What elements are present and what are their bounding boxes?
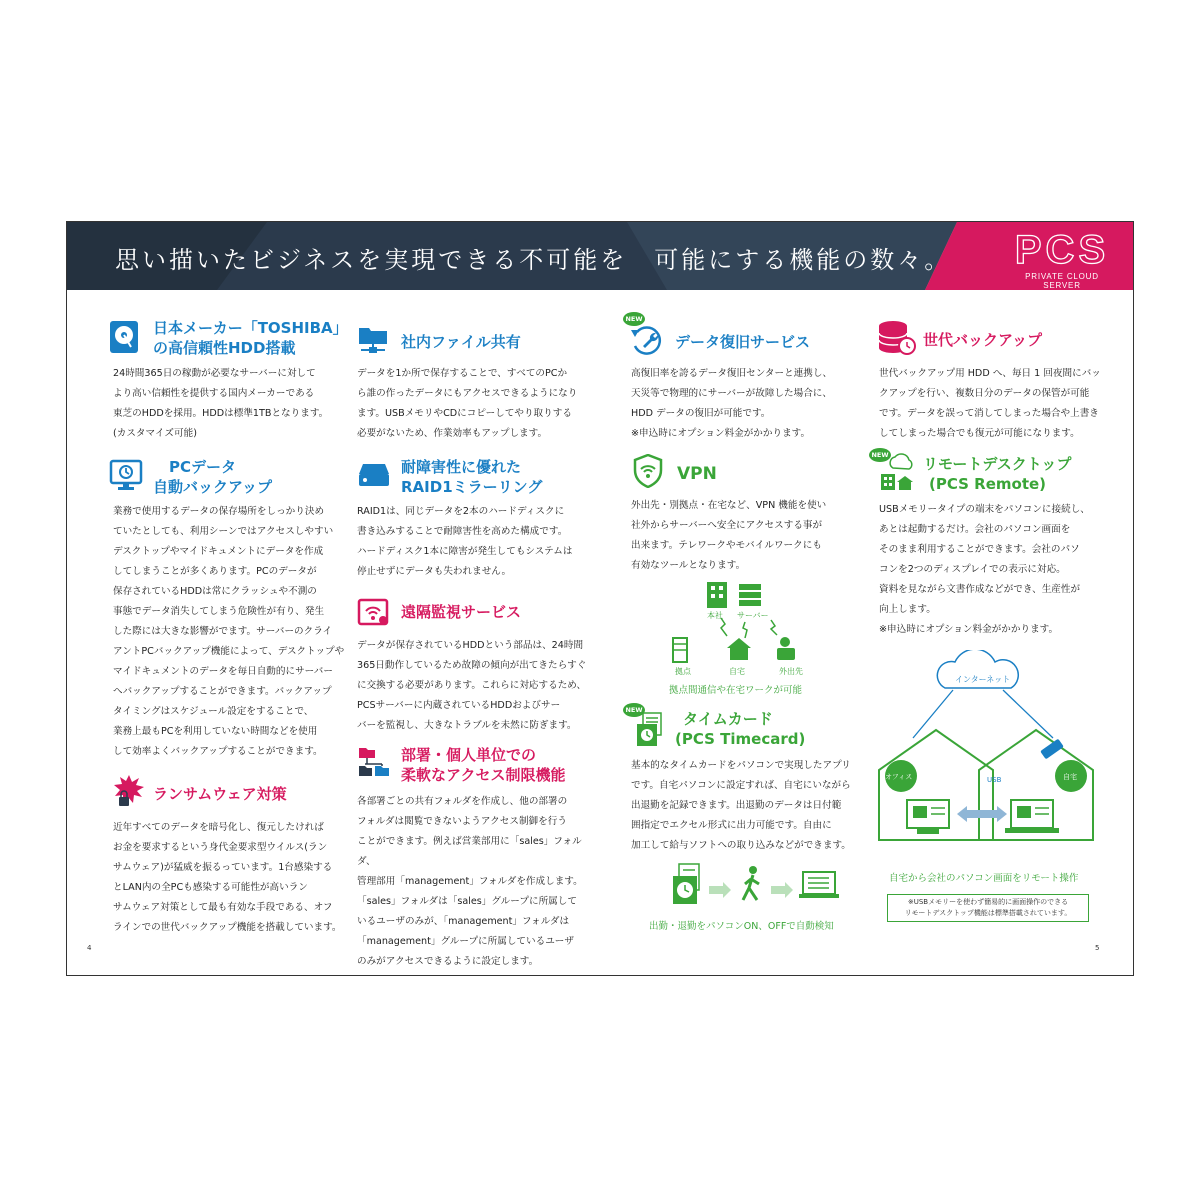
wrench-restore-icon	[629, 324, 663, 358]
monitoring-title: 遠隔監視サービス	[401, 603, 522, 621]
monitoring-body: データが保存されているHDDという部品は、24時間 365日動作しているため故障の傾向が出てきたらすぐ に交換する必要があります。これらに対応するため、 PCSサーバーに内蔵されているHDDおよびサー バーを監視し、大きなトラブルを未然に防ぎます。	[357, 640, 587, 731]
ransomware-body: 近年すべてのデータを暗号化し、復元したければ お金を要求するという身代金要求型ウイルス(ラン サムウェア)が猛威を振るっています。1台感染する とLAN内の全PCも感染する可能性が高いラン サムウェア対策として最も有効な手段である、オフ ラインでの世代バックアップ機能を搭載しています。	[113, 822, 342, 933]
toshiba-body: 24時間365日の稼動が必要なサーバーに対して より高い信頼性を提供する国内メーカーである 東芝のHDDを採用。HDDは標準1TBとなります。 (カスタマイズ可能)	[113, 368, 329, 439]
brochure-spread	[66, 221, 1134, 976]
access-control-title-line1: 部署・個人単位での	[401, 746, 537, 764]
remote-title-line1: リモートデスクトップ	[923, 455, 1072, 473]
raid-title-line1: 耐障害性に優れた	[401, 458, 522, 476]
raid-body: RAID1は、同じデータを2本のハードディスクに 書き込みすることで耐障害性を高めた構成です。 ハードディスク1本に障害が発生してもシステムは 停止せずにデータも失われません。	[357, 506, 573, 577]
remote-note: ※USBメモリーを使わず簡易的に画面操作のできる リモートデスクトップ機能は標準搭載されています。	[887, 894, 1089, 922]
timecard-caption: 出勤・退勤をパソコンON、OFFで自動検知	[649, 921, 834, 932]
pc-backup-body: 業務で使用するデータの保存場所をしっかり決め ていたとしても、利用シーンではアクセスしやすい デスクトップやマイドキュメントにデータを作成 してしまうことが多くあります。PCのデータが 保存されているHDDは常にクラッシュや不測の 事態でデータ消失してしまう危険性が有り、発生 した際には大きな影響がでます。サーバーのクライ アントPCバックアップ機能によって、デスクトップや マイドキュメントのデータを毎日自動的にサーバー へバックアップすることができます。バックアップ タイミングはスケジュール設定をすることで、 業務上最もPCを利用していない時間などを使用 して効率よくバックアップすることができます。	[113, 506, 345, 757]
vpn-title: VPN	[677, 464, 717, 484]
access-control-body: 各部署ごとの共有フォルダを作成し、他の部署の フォルダは閲覧できないようアクセス制御を行う ことができます。例えば営業部用に「sales」フォルダ、 管理部用「management」フォルダを作成します。 「sales」フォルダは「sales」グループに所属して いるユーザのみが、「management」フォルダは 「management」グループに所属しているユーザ のみがアクセスできるように設定します。	[357, 796, 583, 967]
generation-body: 世代バックアップ用 HDD へ、毎日 1 回夜間にバッ クアップを行い、複数日分のデータの保管が可能 です。データを誤って消してしまった場合や上書き してしまった場合でも復元が可能になります。	[879, 368, 1101, 439]
file-share-body: データを1か所で保存することで、すべてのPCか ら誰の作ったデータにもアクセスできるようになり ます。USBメモリやCDにコピーしてやり取りする 必要がないため、作業効率もアップします。	[357, 368, 578, 439]
remote-new-badge: NEW	[869, 448, 891, 462]
vpn-label-server: サーバー	[737, 611, 769, 620]
file-share-title: 社内ファイル共有	[401, 333, 521, 351]
ransomware-heading	[153, 784, 287, 804]
page-number-left: 4	[87, 944, 92, 952]
timecard-title-line1: タイムカード	[683, 710, 773, 728]
access-control-heading	[401, 745, 566, 785]
toshiba-heading	[153, 318, 348, 358]
shield-wifi-icon	[633, 454, 663, 488]
recovery-heading	[675, 332, 810, 352]
pcs-logo	[1007, 228, 1117, 290]
pc-backup-title-line1: PCデータ	[169, 458, 237, 476]
recovery-new-badge: NEW	[623, 312, 645, 326]
remote-label-office: オフィス	[885, 773, 913, 781]
vpn-label-branch: 拠点	[675, 667, 691, 676]
vpn-label-home: 自宅	[729, 667, 745, 676]
logo-main: PCS	[1014, 228, 1110, 272]
timecard-heading	[675, 709, 805, 749]
remote-label-internet: インターネット	[955, 675, 1011, 684]
timecard-title-line2: (PCS Timecard)	[675, 730, 806, 748]
raid-drive-icon	[357, 462, 391, 490]
monitoring-heading	[401, 602, 521, 622]
banner-title: 思い描いたビジネスを実現できる不可能を 可能にする機能の数々。	[115, 246, 952, 274]
timecard-body: 基本的なタイムカードをパソコンで実現したアプリ です。自宅パソコンに設定すれば、自宅にいながら 出退勤を記録できます。出退勤のデータは日付範 囲指定でエクセル形式に出力可能です。自由に 加工して給与ソフトへの取り込みなどができます。	[631, 760, 851, 851]
pc-backup-heading	[153, 457, 272, 497]
vpn-label-head-office: 本社	[707, 611, 723, 620]
cloud-building-icon	[879, 452, 917, 492]
vpn-caption: 拠点間通信や在宅ワークが可能	[669, 685, 803, 696]
remote-label-usb: USB	[987, 776, 1002, 784]
remote-title-line2: (PCS Remote)	[929, 475, 1047, 493]
folder-tree-icon	[357, 746, 391, 780]
monitor-clock-icon	[109, 458, 143, 492]
remote-heading	[923, 454, 1071, 494]
database-clock-icon	[877, 320, 917, 356]
vpn-heading	[677, 464, 717, 484]
raid-title-line2: RAID1ミラーリング	[401, 478, 543, 496]
page-number-right: 5	[1095, 944, 1100, 952]
timecard-icon	[635, 712, 665, 748]
header-banner	[67, 222, 1133, 290]
generation-title: 世代バックアップ	[923, 331, 1042, 349]
hdd-icon	[109, 320, 139, 354]
generation-heading	[923, 330, 1042, 350]
recovery-title: データ復旧サービス	[675, 333, 811, 351]
network-folder-icon	[357, 324, 389, 354]
raid-heading	[401, 457, 542, 497]
logo-sub: PRIVATE CLOUD SERVER	[1025, 272, 1099, 290]
toshiba-title-line1: 日本メーカー「TOSHIBA」	[153, 319, 348, 337]
vpn-label-outside: 外出先	[779, 667, 803, 676]
timecard-diagram	[671, 862, 841, 908]
timecard-new-badge: NEW	[623, 703, 645, 717]
pc-backup-title-line2: 自動バックアップ	[153, 478, 272, 496]
file-share-heading	[401, 332, 521, 352]
remote-caption: 自宅から会社のパソコン画面をリモート操作	[889, 873, 1079, 884]
toshiba-title-line2: の高信頼性HDD搭載	[153, 339, 296, 357]
remote-label-home: 自宅	[1063, 773, 1077, 781]
remote-body: USBメモリータイプの端末をパソコンに接続し、 あとは起動するだけ。会社のパソコン画面を そのまま利用することができます。会社のパソ コンを2つのディスプレイでの表示に対応。 資料を見ながら文書作成などができ、生産性が 向上します。 ※申込時にオプション料金がかかります。	[879, 504, 1090, 635]
recovery-body: 高復旧率を誇るデータ復旧センターと連携し、 天災等で物理的にサーバーが故障した場合に、 HDD データの復旧が可能です。 ※申込時にオプション料金がかかります。	[631, 368, 833, 439]
vpn-body: 外出先・別拠点・在宅など、VPN 機能を使い 社外からサーバーへ安全にアクセスする事が 出来ます。テレワークやモバイルワークにも 有効なツールとなります。	[631, 500, 827, 571]
virus-lock-icon	[113, 774, 145, 808]
ransomware-title: ランサムウェア対策	[153, 785, 287, 803]
remote-monitor-icon	[357, 598, 389, 628]
access-control-title-line2: 柔軟なアクセス制限機能	[401, 766, 566, 784]
